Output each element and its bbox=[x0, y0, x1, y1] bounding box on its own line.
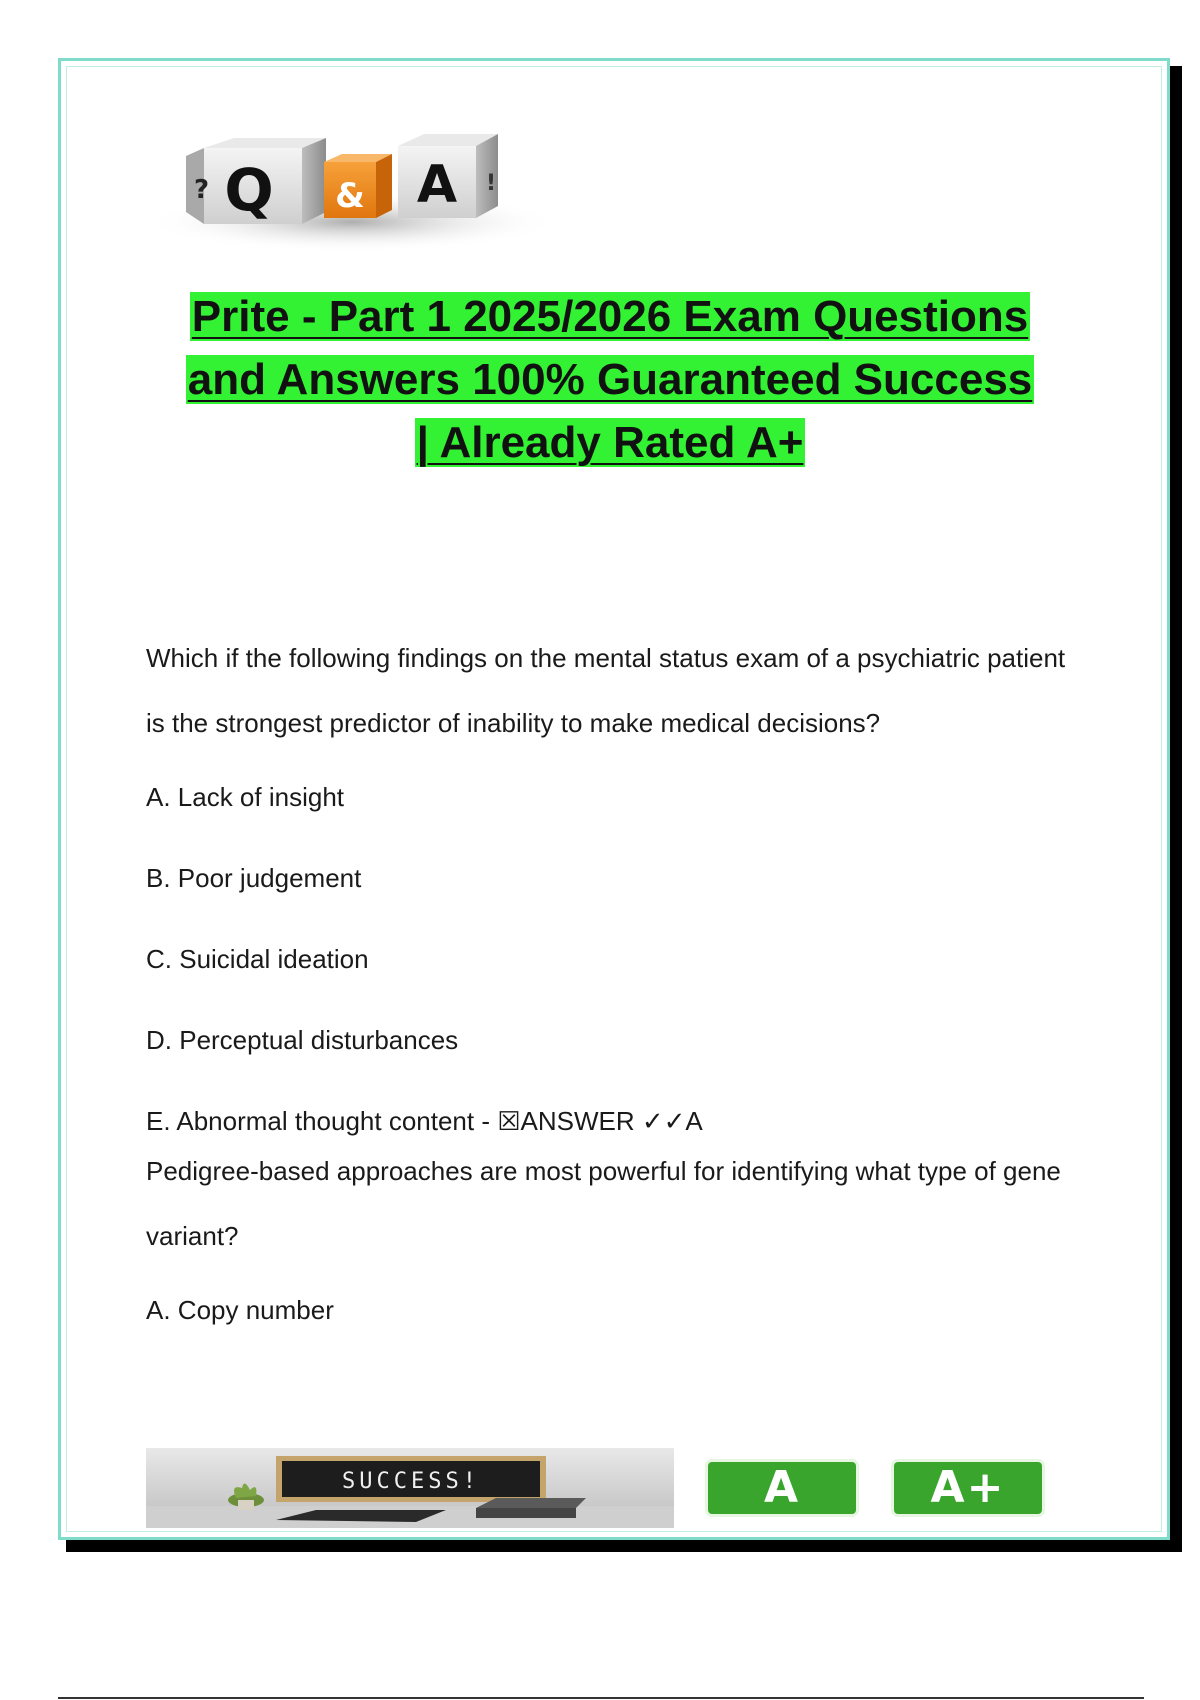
question-text: Which if the following findings on the mental status exam of a psychiatric patient is the strongest predictor of inability to make medical decisions? bbox=[146, 643, 1066, 738]
a-cube bbox=[398, 134, 498, 218]
answer-option-with-answer: E. Abnormal thought content - ☒ANSWER ✓✓A bbox=[146, 1106, 703, 1136]
ampersand-cube bbox=[324, 154, 392, 218]
answer-option: B. Poor judgement bbox=[146, 863, 362, 893]
grade-a-plus-badge bbox=[894, 1462, 1042, 1514]
logo-ampersand: & bbox=[335, 176, 365, 216]
success-banner-text: SUCCESS! bbox=[342, 1469, 480, 1494]
document-title bbox=[110, 285, 1110, 474]
logo-q-letter: Q bbox=[224, 156, 274, 224]
success-banner-image bbox=[146, 1448, 674, 1528]
svg-text:!: ! bbox=[486, 171, 497, 196]
q-and-a-dice-icon bbox=[146, 100, 558, 255]
title-line-1: Prite - Part 1 2025/2026 Exam Questions bbox=[191, 292, 1029, 341]
svg-text:?: ? bbox=[194, 175, 210, 205]
logo-a-letter: A bbox=[416, 155, 458, 215]
answer-option: C. Suicidal ideation bbox=[146, 944, 369, 974]
grade-a-badge bbox=[708, 1462, 856, 1514]
answer-option: D. Perceptual disturbances bbox=[146, 1025, 459, 1055]
q-cube bbox=[186, 138, 326, 224]
answer-option: A. Lack of insight bbox=[146, 782, 344, 812]
answer-option: A. Copy number bbox=[146, 1295, 334, 1325]
question-block-2 bbox=[146, 1139, 1086, 1350]
title-line-3: | Already Rated A+ bbox=[416, 418, 804, 467]
title-line-2: and Answers 100% Guaranteed Success bbox=[187, 355, 1033, 404]
grade-a-label: A bbox=[763, 1462, 801, 1513]
question-block-1 bbox=[146, 626, 1086, 1161]
question-content bbox=[146, 643, 1086, 1350]
footer-divider bbox=[58, 1697, 1144, 1699]
grade-a-plus-label: A+ bbox=[930, 1462, 1006, 1513]
question-text: Pedigree-based approaches are most powerful for identifying what type of gene variant? bbox=[146, 1156, 1061, 1251]
